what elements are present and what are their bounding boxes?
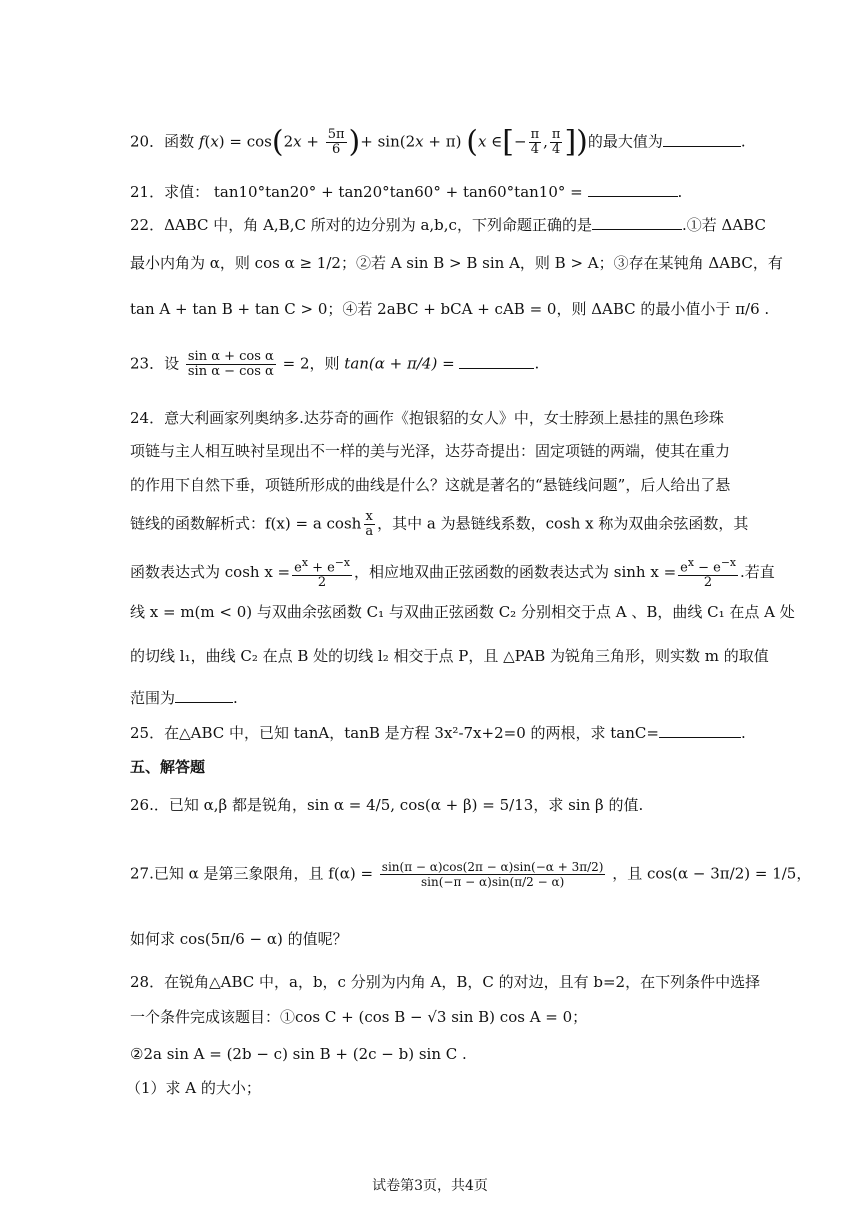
question-28-l2: 一个条件完成该题目：①cos C + (cos B − √3 sin B) cos A = 0；	[130, 1008, 588, 1026]
question-26: 26.．已知 α,β 都是锐角，sin α = 4/5, cos(α + β) = 5/13，求 sin β 的值.	[130, 796, 644, 814]
question-27-main: 27.已知 α 是第三象限角，且 f(α) = $\frac{\sin(\pi - \alpha)\cos(2\pi - \alpha)\sin(-\alpha + 3\pi/2)}{\sin(-\pi - \alpha)\sin(\pi/2 - \alpha)}$ ，且 cos(α − 3π/2) = 1/5，	[130, 860, 812, 889]
question-24-l7: 的切线 l₁，曲线 C₂ 在点 B 处的切线 l₂ 相交于点 P，且 △PAB 为锐角三角形，则实数 m 的取值	[130, 647, 769, 665]
question-22-line3: tan A + tan B + tan C > 0；④若 2aBC + bCA + cAB = 0，则 ΔABC 的最小值小于 π/6 .	[130, 300, 770, 318]
question-24-l3: 的作用下自然下垂，项链所形成的曲线是什么？这就是著名的“悬链线问题”，后人给出了悬	[130, 476, 731, 494]
question-28-l1: 28．在锐角△ABC 中，a，b，c 分别为内角 A，B，C 的对边，且有 b=2，在下列条件中选择	[130, 973, 761, 991]
question-24-l8: 范围为 .	[130, 686, 238, 709]
question-22-line2: 最小内角为 α，则 cos α ≥ 1/2；②若 A sin B > B sin A，则 B > A；③存在某钝角 ΔABC，有	[130, 254, 783, 272]
question-24-l2: 项链与主人相互映衬呈现出不一样的美与光泽，达芬奇提出：固定项链的两端，使其在重力	[130, 442, 731, 460]
section-heading: 五、解答题	[130, 758, 206, 776]
page-footer: 试卷第3页，共4页	[372, 1178, 488, 1194]
question-25: 25．在△ABC 中，已知 tanA，tanB 是方程 3x²-7x+2=0 的两根，求 tanC= .	[130, 721, 746, 744]
question-21: 21．求值： tan10°tan20° + tan20°tan60° + tan60°tan10° = .	[130, 180, 682, 203]
question-24-l1: 24．意大利画家列奥纳多.达芬奇的画作《抱银貂的女人》中，女士脖颈上悬挂的黑色珍珠	[130, 409, 724, 427]
question-28-l3: ②2a sin A = (2b − c) sin B + (2c − b) sin C .	[130, 1045, 467, 1063]
question-24-l4: 链线的函数解析式：f(x) = a cosh $\frac{x}{a}$ ，其中 a 为悬链线系数，cosh x 称为双曲余弦函数，其	[130, 509, 749, 539]
question-23: 23．设 $\frac{\text{sin α + cos α}}{\text{sin α − cos α}}$ = 2，则 tan(α + π/4) = .	[130, 349, 540, 379]
question-28-l4: （1）求 A 的大小；	[126, 1079, 261, 1097]
question-27-ask: 如何求 cos(5π/6 − α) 的值呢？	[130, 930, 348, 948]
question-22-line1: 22．ΔABC 中，角 A,B,C 所对的边分别为 a,b,c，下列命题正确的是 .①若 ΔABC	[130, 213, 766, 236]
question-20: 20．函数 f(x) = cos(2x + $\frac{5\pi}{6}$ )+ sin(2x + π) (x ∈[− $\frac{\pi}{4}$ , $\frac{\pi}{4}$ ])的最大值为 .	[130, 124, 746, 160]
question-24-l5: 函数表达式为 cosh x = $\frac{e^x + e^{-x}}{2}$ ，相应地双曲正弦函数的函数表达式为 sinh x = $\frac{e^x - e^{-x}}{2}$ .若直	[130, 556, 775, 591]
question-24-l6: 线 x = m(m < 0) 与双曲余弦函数 C₁ 与双曲正弦函数 C₂ 分别相交于点 A 、B，曲线 C₁ 在点 A 处	[130, 603, 795, 621]
